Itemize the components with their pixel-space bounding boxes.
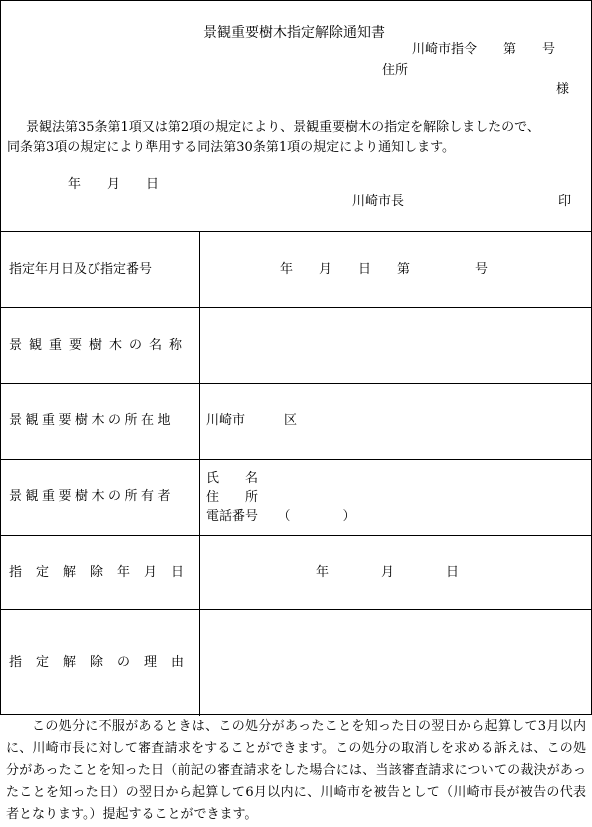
owner-phone-field[interactable]: 電話番号 （ ） xyxy=(206,509,356,524)
row-divider xyxy=(1,383,592,384)
owner-name-field[interactable]: 氏 名 xyxy=(206,471,259,486)
document-number: 川崎市指令 第 号 xyxy=(412,42,556,57)
row-label-tree-location: 景観重要樹木の所在地 xyxy=(9,413,175,428)
seal-mark: 印 xyxy=(558,194,572,209)
document-title: 景観重要樹木指定解除通知書 xyxy=(203,25,385,41)
row-divider xyxy=(1,535,592,536)
cancellation-date-field[interactable]: 年 月 日 xyxy=(316,565,460,580)
notice-paragraph-line2: 同条第3項の規定により準用する同法第30条第1項の規定により通知します。 xyxy=(7,140,456,155)
row-label-cancellation-date: 指定解除年月日 xyxy=(9,565,199,580)
row-label-designation xyxy=(9,262,191,278)
designation-date-number-field[interactable]: 年 月 日 第 号 xyxy=(280,262,489,277)
appeal-notice: この処分に不服があるときは、この処分があったことを知った日の翌日から起算して3月以内に、川崎市長に対して審査請求をすることができます。この処分の取消しを求める訴えは、この処分があったことを知った日（前記の審査請求をした場合には、当該審査請求についての裁決があったことを知った日）の翌日から起算して6月以内に、川崎市を被告として（川崎市長が被告の代表者となります。）提起することができます。 xyxy=(6,719,586,822)
column-divider xyxy=(199,232,200,716)
notice-paragraph-line1: 景観法第35条第1項又は第2項の規定により、景観重要樹木の指定を解除しましたので、 xyxy=(26,120,540,135)
issuer-name: 川崎市長 xyxy=(352,194,405,209)
row-label-tree-name: 景観重要樹木の名称 xyxy=(9,338,190,353)
recipient-address-label: 住所 xyxy=(382,63,409,78)
row-label-cancellation-reason: 指定解除の理由 xyxy=(9,655,199,670)
issue-date: 年 月 日 xyxy=(68,177,160,192)
row-divider xyxy=(1,307,592,308)
row-divider xyxy=(1,459,592,460)
recipient-suffix: 様 xyxy=(556,82,570,97)
table-top-border xyxy=(1,231,592,232)
row-label-tree-owner: 景観重要樹木の所有者 xyxy=(9,489,175,504)
owner-address-field[interactable]: 住 所 xyxy=(206,490,259,505)
tree-location-field[interactable]: 川崎市 区 xyxy=(206,413,298,428)
row-label-text: 指定年月日及び指定番号 xyxy=(9,262,153,277)
row-divider xyxy=(1,609,592,610)
